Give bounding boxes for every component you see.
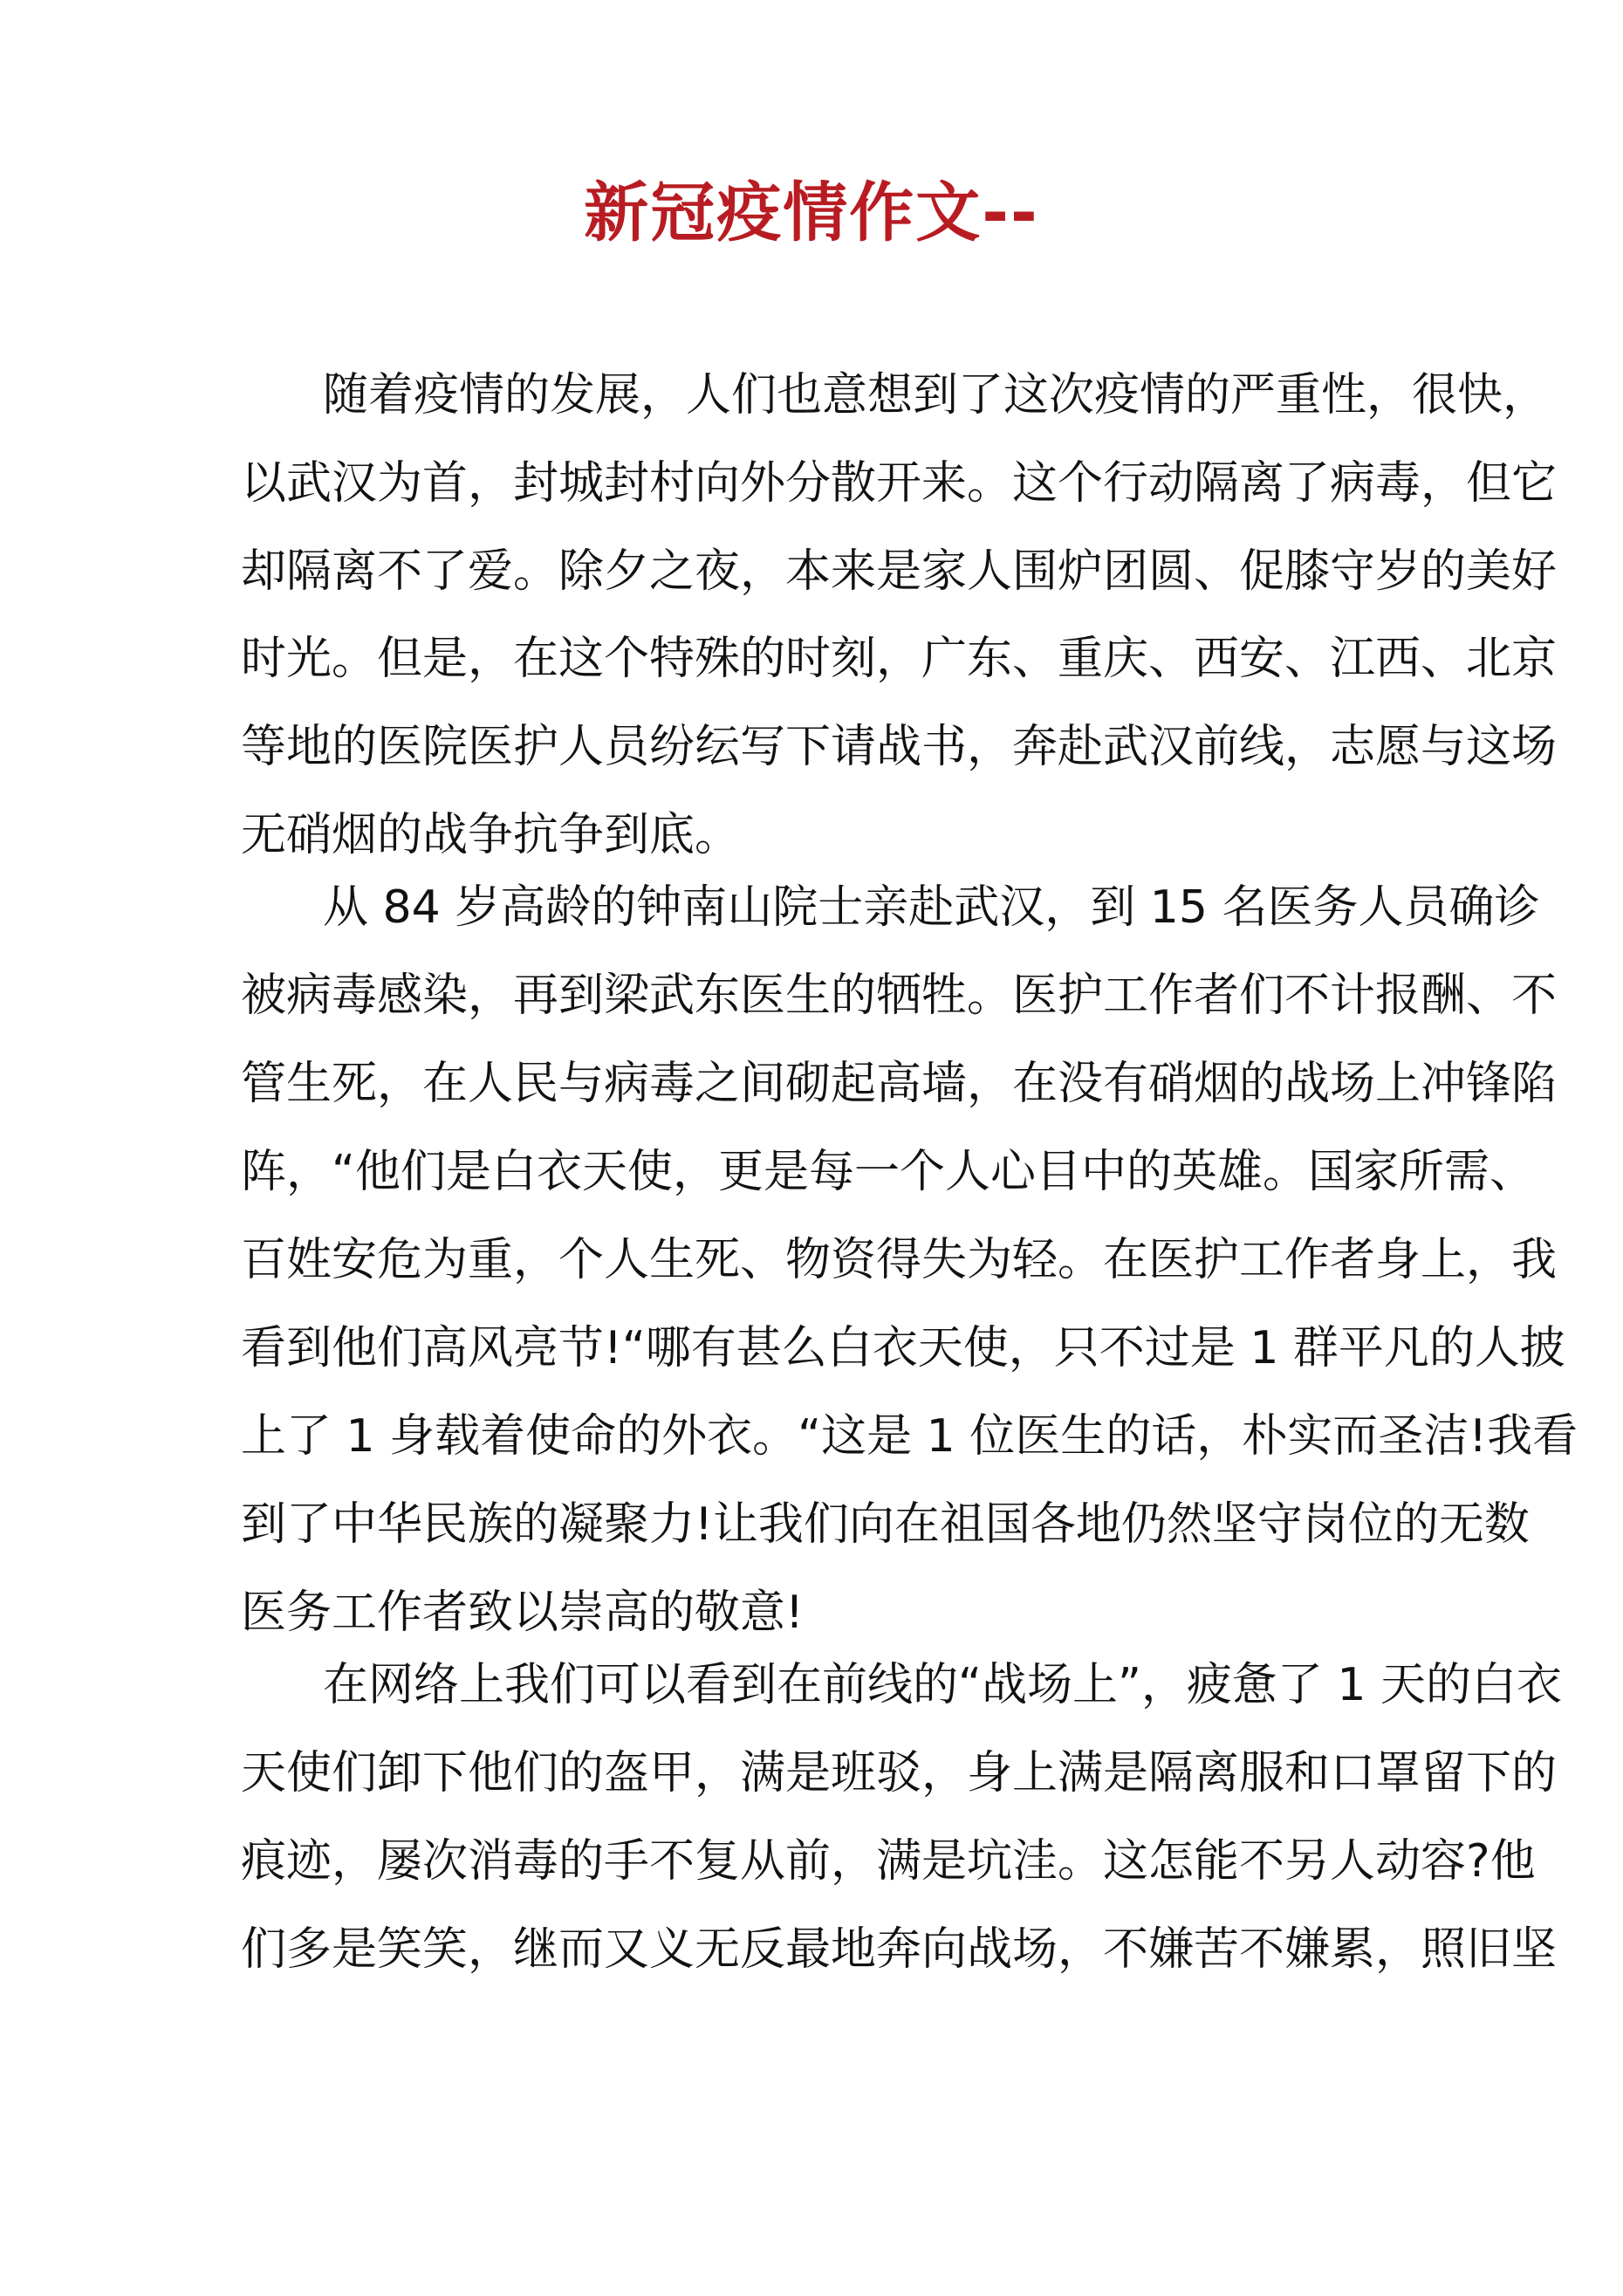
text-line: 上了 1 身载着使命的外衣。“这是 1 位医生的话，朴实而圣洁!我看 (241, 1410, 1578, 1463)
text-line: 无硝烟的战争抗争到底。 (241, 809, 741, 861)
text-line: 们多是笑笑，继而又义无反最地奔向战场，不嫌苦不嫌累，照旧坚 (241, 1923, 1558, 1976)
text-line: 在网络上我们可以看到在前线的“战场上”，疲惫了 1 天的白衣 (323, 1659, 1563, 1711)
text-line: 痕迹，屡次消毒的手不复从前，满是坑洼。这怎能不另人动容?他 (241, 1835, 1536, 1888)
text-line: 管生死，在人民与病毒之间砌起高墙，在没有硝烟的战场上冲锋陷 (241, 1058, 1558, 1110)
text-line: 时光。但是，在这个特殊的时刻，广东、重庆、西安、江西、北京 (241, 633, 1558, 685)
text-line: 却隔离不了爱。除夕之夜，本来是家人围炉团圆、促膝守岁的美好 (241, 545, 1558, 598)
text-line: 看到他们高风亮节!“哪有甚么白衣天使，只不过是 1 群平凡的人披 (241, 1322, 1565, 1374)
text-line: 医务工作者致以崇高的敬意! (241, 1587, 804, 1639)
text-line: 从 84 岁高龄的钟南山院士亲赴武汉，到 15 名医务人员确诊 (323, 881, 1540, 934)
text-line: 到了中华民族的凝聚力!让我们向在祖国各地仍然坚守岗位的无数 (241, 1498, 1530, 1551)
text-line: 百姓安危为重，个人生死、物资得失为轻。在医护工作者身上，我 (241, 1234, 1558, 1286)
text-line: 被病毒感染，再到梁武东医生的牺牲。医护工作者们不计报酬、不 (241, 970, 1558, 1022)
text-line: 阵，“他们是白衣天使，更是每一个人心目中的英雄。国家所需、 (241, 1146, 1535, 1198)
text-line: 等地的医院医护人员纷纭写下请战书，奔赴武汉前线，志愿与这场 (241, 721, 1558, 773)
text-line: 以武汉为首，封城封村向外分散开来。这个行动隔离了病毒，但它 (241, 457, 1558, 510)
text-line: 天使们卸下他们的盔甲，满是班驳，身上满是隔离服和口罩留下的 (241, 1747, 1558, 1799)
text-line: 随着疫情的发展，人们也意想到了这次疫情的严重性，很快， (323, 369, 1549, 422)
document-title: 新冠疫情作文-- (584, 175, 1039, 250)
